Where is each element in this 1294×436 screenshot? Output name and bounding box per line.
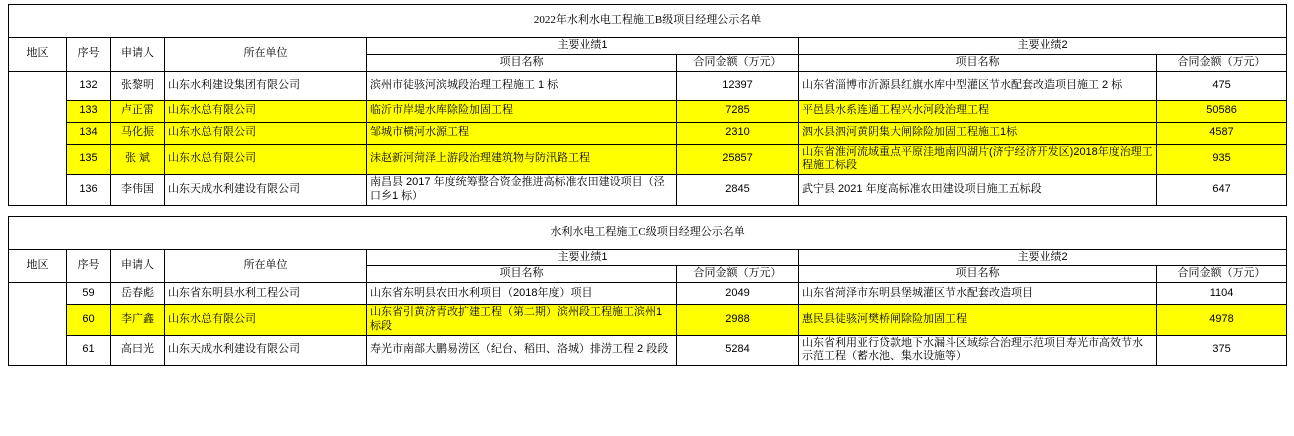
header-row-1 [9,38,1287,55]
cell-p2-name: 惠民县徒骇河樊桥闸除险加固工程 [799,305,1157,336]
header-region: 地区 [9,249,67,283]
cell-p1-name: 山东省东明县农田水利项目（2018年度）项目 [367,283,677,305]
cell-p2-name: 山东省利用亚行贷款地下水漏斗区域综合治理示范项目寿光市高效节水示范工程（蓄水池、集水设施等） [799,335,1157,366]
cell-p1-amount: 2845 [677,175,799,206]
header-unit: 所在单位 [165,38,367,72]
header-p1-project-name: 项目名称 [367,54,677,71]
cell-p2-amount: 647 [1157,175,1287,206]
cell-p2-amount: 1104 [1157,283,1287,305]
cell-p1-amount: 2988 [677,305,799,336]
header-applicant: 申请人 [111,249,165,283]
cell-unit: 山东水总有限公司 [165,100,367,122]
cell-p1-name: 临沂市岸堤水库除险加固工程 [367,100,677,122]
cell-p2-name: 山东省淄博市沂源县红旗水库中型灌区节水配套改造项目施工 2 标 [799,71,1157,100]
cell-applicant: 张黎明 [111,71,165,100]
table-title-row [9,216,1287,249]
cell-applicant: 卢正雷 [111,100,165,122]
cell-seq: 60 [67,305,111,336]
cell-p1-name: 滨州市徒骇河滨城段治理工程施工 1 标 [367,71,677,100]
table-row [9,335,1287,366]
header-performance-1: 主要业绩1 [367,249,799,266]
cell-p1-name: 南昌县 2017 年度统筹整合资金推进高标准农田建设项目（泾口乡1 标） [367,175,677,206]
cell-p1-name: 寿光市南部大鹏易涝区（纪台、稻田、洛城）排涝工程 2 段段 [367,335,677,366]
cell-seq: 133 [67,100,111,122]
table-row [9,283,1287,305]
header-row-1 [9,249,1287,266]
cell-applicant: 李广鑫 [111,305,165,336]
table-b-level [8,4,1287,206]
cell-seq: 61 [67,335,111,366]
cell-p1-amount: 7285 [677,100,799,122]
header-performance-2: 主要业绩2 [799,249,1287,266]
cell-seq: 134 [67,122,111,144]
cell-unit: 山东天成水利建设有限公司 [165,175,367,206]
cell-seq: 59 [67,283,111,305]
cell-p2-name: 山东省淮河流域重点平原洼地南四湖片(济宁经济开发区)2018年度治理工程施工标段 [799,144,1157,175]
cell-p1-amount: 12397 [677,71,799,100]
cell-p1-name: 沫赵新河菏泽上游段治理建筑物与防汛路工程 [367,144,677,175]
cell-unit: 山东水总有限公司 [165,305,367,336]
cell-unit: 山东水总有限公司 [165,122,367,144]
cell-p2-name: 武宁县 2021 年度高标准农田建设项目施工五标段 [799,175,1157,206]
cell-p2-amount: 4587 [1157,122,1287,144]
header-p1-project-name: 项目名称 [367,266,677,283]
header-seq: 序号 [67,38,111,72]
header-performance-1: 主要业绩1 [367,38,799,55]
table-title: 水利水电工程施工C级项目经理公示名单 [9,216,1287,249]
table-row [9,144,1287,175]
table-title-row [9,5,1287,38]
cell-seq: 136 [67,175,111,206]
cell-p1-amount: 5284 [677,335,799,366]
cell-applicant: 张 斌 [111,144,165,175]
cell-p1-amount: 2049 [677,283,799,305]
header-unit: 所在单位 [165,249,367,283]
cell-applicant: 马化振 [111,122,165,144]
table-c-level [8,216,1287,367]
header-p2-project-name: 项目名称 [799,54,1157,71]
header-p2-amount: 合同金额（万元） [1157,54,1287,71]
cell-applicant: 李伟国 [111,175,165,206]
cell-applicant: 岳春彪 [111,283,165,305]
header-p1-amount: 合同金额（万元） [677,266,799,283]
table-separator [8,206,1286,216]
cell-p1-name: 山东省引黄济青改扩建工程（第二期）滨州段工程施工滨州1标段 [367,305,677,336]
cell-p2-amount: 4978 [1157,305,1287,336]
header-seq: 序号 [67,249,111,283]
header-applicant: 申请人 [111,38,165,72]
cell-unit: 山东省东明县水利工程公司 [165,283,367,305]
cell-unit: 山东天成水利建设有限公司 [165,335,367,366]
table-row [9,305,1287,336]
cell-applicant: 高曰光 [111,335,165,366]
header-p2-amount: 合同金额（万元） [1157,266,1287,283]
cell-p1-name: 邹城市横河水源工程 [367,122,677,144]
header-region: 地区 [9,38,67,72]
region-cell [9,71,67,205]
table-row [9,122,1287,144]
region-cell [9,283,67,366]
cell-p1-amount: 25857 [677,144,799,175]
cell-p1-amount: 2310 [677,122,799,144]
table-row [9,100,1287,122]
cell-p2-amount: 935 [1157,144,1287,175]
cell-p2-name: 平邑县水系连通工程兴水河段治理工程 [799,100,1157,122]
table-row [9,71,1287,100]
cell-p2-amount: 50586 [1157,100,1287,122]
cell-p2-name: 泗水县泗河黄阴集大闸除险加固工程施工1标 [799,122,1157,144]
table-row [9,175,1287,206]
cell-unit: 山东水利建设集团有限公司 [165,71,367,100]
header-p2-project-name: 项目名称 [799,266,1157,283]
header-performance-2: 主要业绩2 [799,38,1287,55]
cell-seq: 132 [67,71,111,100]
header-p1-amount: 合同金额（万元） [677,54,799,71]
cell-seq: 135 [67,144,111,175]
cell-p2-name: 山东省菏泽市东明县堡城灌区节水配套改造项目 [799,283,1157,305]
cell-unit: 山东水总有限公司 [165,144,367,175]
cell-p2-amount: 475 [1157,71,1287,100]
table-title: 2022年水利水电工程施工B级项目经理公示名单 [9,5,1287,38]
cell-p2-amount: 375 [1157,335,1287,366]
